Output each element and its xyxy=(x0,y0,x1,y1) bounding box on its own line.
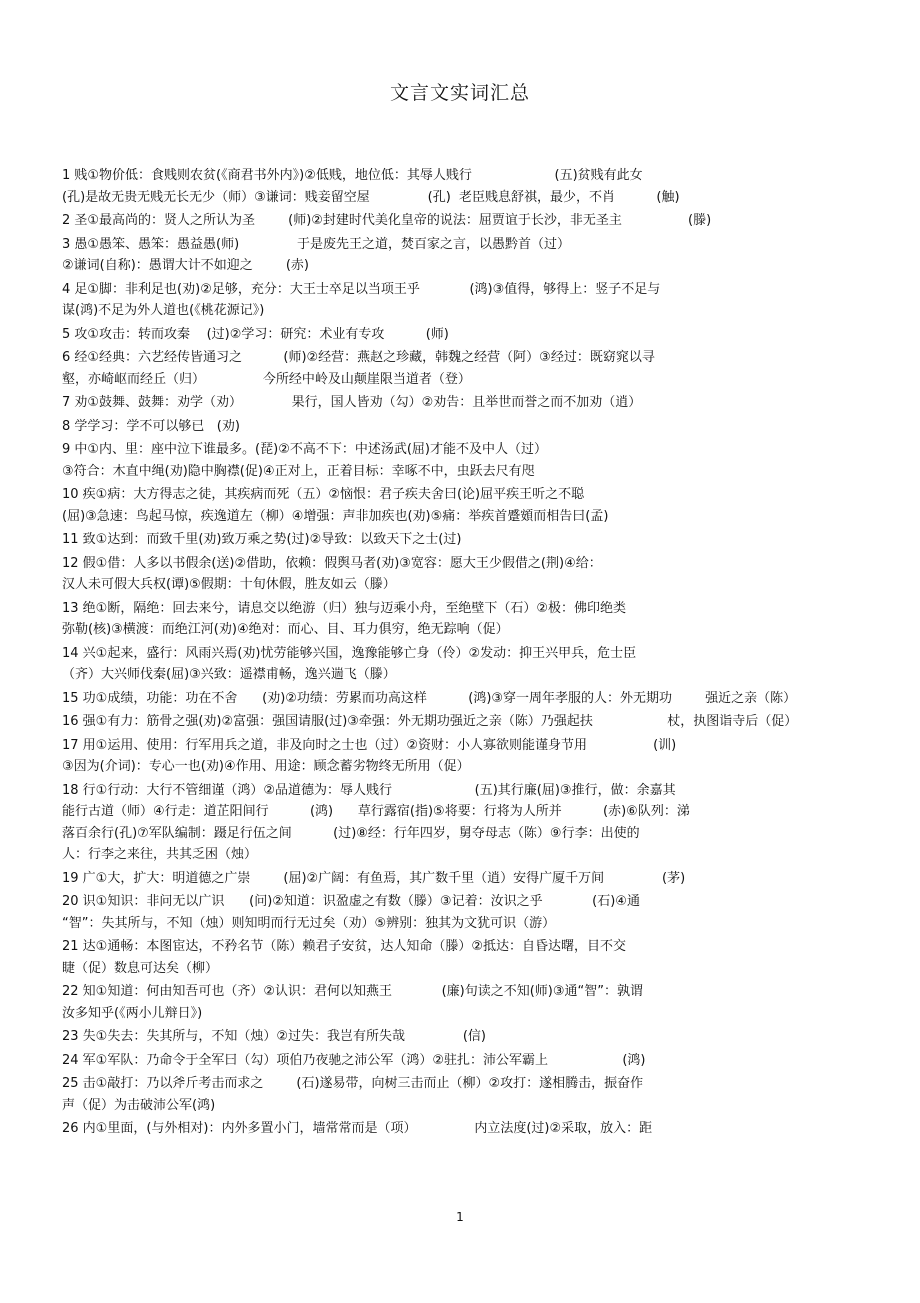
entry-line: 壑，亦崎岖而经丘（归） 今所经中岭及山颠崖限当道者（登） xyxy=(62,371,471,387)
entry-line: 5 攻①攻击：转而攻秦 (过)②学习：研究：术业有专攻 (师) xyxy=(62,326,449,342)
vocab-entry xyxy=(62,347,862,390)
entry-line: “智”：失其所与，不知（烛）则知明而行无过矣（劝）⑤辨别：独其为文犹可识（游） xyxy=(62,915,556,931)
entry-list xyxy=(62,165,862,1140)
entry-line: 19 广①大，扩大：明道德之广崇 (屈)②广阔：有鱼焉，其广数千里（逍）安得广厦千万间 (茅) xyxy=(62,870,686,886)
entry-line: 4 足①脚：非利足也(劝)②足够，充分：大王士卒足以当项王乎 (鸿)③值得，够得上：竖子不足与 xyxy=(62,281,661,297)
vocab-entry xyxy=(62,936,862,979)
vocab-entry xyxy=(62,735,862,778)
entry-line: 24 军①军队：乃命令于全军曰（勾）项伯乃夜驰之沛公军（鸿）②驻扎：沛公军霸上 (鸿) xyxy=(62,1052,646,1068)
entry-line: 11 致①达到：而致千里(劝)致万乘之势(过)②导致：以致天下之士(过) xyxy=(62,532,462,547)
vocab-entry xyxy=(62,780,862,866)
vocab-entry xyxy=(62,643,862,686)
entry-line: 15 功①成绩，功能：功在不舍 (劝)②功绩：劳累而功高这样 (鸿)③穿一周年孝服的人：外无期功 强近之亲（陈） xyxy=(62,690,797,706)
entry-line: 20 识①知识：非问无以广识 (问)②知道：识盈虚之有数（滕）③记着：汝识之乎 (石)④通 xyxy=(62,894,640,909)
vocab-entry xyxy=(62,891,862,934)
vocab-entry xyxy=(62,688,862,710)
vocab-entry xyxy=(62,234,862,277)
entry-line: 6 经①经典：六艺经传皆通习之 (师)②经营：燕赵之珍藏，韩魏之经营（阿）③经过：既窈窕以寻 xyxy=(62,350,655,365)
document-title: 文言文实词汇总 xyxy=(389,82,530,104)
vocab-entry xyxy=(62,392,862,414)
entry-line: 13 绝①断，隔绝：回去来兮，请息交以绝游（归）独与迈乘小舟，至绝壁下（石）②极：佛印绝类 xyxy=(62,600,626,616)
entry-line: 谋(鸿)不足为外人道也(《桃花源记》) xyxy=(62,303,265,318)
vocab-entry xyxy=(62,210,862,232)
entry-line: ②谦词(自称)：愚谓大计不如迎之 (赤) xyxy=(62,258,310,273)
vocab-entry xyxy=(62,279,862,322)
vocab-entry xyxy=(62,484,862,527)
entry-line: 10 疾①病：大方得志之徒，其疾病而死（五）②恼恨：君子疾夫舍曰(论)屈平疾王听之不聪 xyxy=(62,487,585,502)
entry-line: 22 知①知道：何由知吾可也（齐）②认识：君何以知燕王 (廉)句读之不知(师)③通“智”：孰谓 xyxy=(62,984,643,999)
vocab-entry xyxy=(62,165,862,208)
entry-line: 能行古道（师）④行走：道芷阳间行 (鸿) 草行露宿(指)⑤将要：行将为人所并 (赤)⑥队列：涕 xyxy=(62,804,690,819)
entry-line: 18 行①行动：大行不管细谨（鸿）②品道德为：辱人贱行 (五)其行廉(屈)③推行，做：余嘉其 xyxy=(62,782,676,798)
entry-line: 睫（促）数息可达矣（柳） xyxy=(62,960,219,976)
vocab-entry xyxy=(62,1026,862,1048)
vocab-entry xyxy=(62,439,862,482)
entry-line: （齐）大兴师伐秦(屈)③兴致：遥襟甫畅，逸兴遄飞（滕） xyxy=(62,667,396,682)
entry-line: 7 劝①鼓舞、鼓舞：劝学（劝） 果行，国人皆劝（勾）②劝告：且举世而誉之而不加劝（逍） xyxy=(62,395,642,410)
entry-line: 8 学学习：学不可以够已 (劝) xyxy=(62,418,240,434)
vocab-entry xyxy=(62,324,862,346)
entry-line: 25 击①敲打：乃以斧斤考击而求之 (石)遂易带，向树三击而止（柳）②攻打：遂相腾击，振奋作 xyxy=(62,1076,644,1091)
entry-line: 12 假①借：人多以书假余(送)②借助，依赖：假舆马者(劝)③宽容：愿大王少假借之(荆)④给： xyxy=(62,555,602,571)
page-number: 1 xyxy=(456,1210,464,1224)
entry-line: 23 失①失去：失其所与，不知（烛）②过失：我岂有所失哉 (信) xyxy=(62,1029,486,1044)
entry-line: (孔)是故无贵无贱无长无少（师）③谦词：贱妾留空屋 (孔) 老臣贱息舒祺，最少，不肖 (触) xyxy=(62,189,680,205)
vocab-entry xyxy=(62,1073,862,1116)
vocab-entry xyxy=(62,981,862,1024)
entry-line: 3 愚①愚笨、愚笨：愚益愚(师) 于是废先王之道，焚百家之言，以愚黔首（过） xyxy=(62,236,571,252)
vocab-entry xyxy=(62,416,862,438)
entry-line: ③因为(介词)：专心一也(劝)④作用、用途：顾念蓄劣物终无所用（促） xyxy=(62,759,470,774)
entry-line: 汉人未可假大兵权(谭)⑤假期：十旬休假，胜友如云（滕） xyxy=(62,577,396,592)
entry-line: 9 中①内、里：座中泣下谁最多。(琵)②不高不下：中述汤武(屈)才能不及中人（过） xyxy=(62,442,547,457)
entry-line: 14 兴①起来，盛行：风雨兴焉(劝)忧劳能够兴国，逸豫能够亡身（伶）②发动：抑王兴甲兵，危士臣 xyxy=(62,645,637,661)
entry-line: (屈)③急速：鸟起马惊，疾逸道左（柳）④增强：声非加疾也(劝)⑤痛：举疾首蹙頞而相告曰(孟) xyxy=(62,508,609,524)
entry-line: 弥勒(核)③横渡：而绝江河(劝)④绝对：而心、目、耳力俱穷，绝无踪响（促） xyxy=(62,622,509,637)
vocab-entry xyxy=(62,1050,862,1072)
entry-line: 1 贱①物价低：食贱则农贫(《商君书外内》)②低贱，地位低：其辱人贱行 (五)贫贱有此女 xyxy=(62,168,643,183)
vocab-entry xyxy=(62,1118,862,1140)
entry-line: 汝多知乎(《两小儿辩日》) xyxy=(62,1005,203,1021)
entry-line: 2 圣①最高尚的：贤人之所认为圣 (师)②封建时代美化皇帝的说法：屈贾谊于长沙，非无圣主 (滕) xyxy=(62,213,712,228)
entry-line: 21 达①通畅：本图宦达，不矜名节（陈）赖君子安贫，达人知命（滕）②抵达：自昏达曙，目不交 xyxy=(62,939,626,954)
entry-line: ③符合：木直中绳(劝)隐中胸襟(促)④正对上，正着目标：幸啄不中，虫跃去尺有咫 xyxy=(62,463,535,479)
entry-line: 26 内①里面，(与外相对)：内外多置小门，墙常常而是（项） 内立法度(过)②采取，放入：距 xyxy=(62,1121,653,1136)
entry-line: 声（促）为击破沛公军(鸿) xyxy=(62,1097,216,1113)
entry-line: 16 强①有力：筋骨之强(劝)②富强：强国请服(过)③牵强：外无期功强近之亲（陈）乃强起扶 杖，执图诣寺后（促） xyxy=(62,714,798,729)
vocab-entry xyxy=(62,529,862,551)
vocab-entry xyxy=(62,598,862,641)
entry-line: 17 用①运用、使用：行军用兵之道，非及向时之士也（过）②资财：小人寡欲则能谨身节用 (训) xyxy=(62,737,677,753)
entry-line: 人：行李之来往，共其乏困（烛） xyxy=(62,847,258,862)
vocab-entry xyxy=(62,868,862,890)
vocab-entry xyxy=(62,553,862,596)
vocab-entry xyxy=(62,711,862,733)
entry-line: 落百余行(孔)⑦军队编制：蹑足行伍之间 (过)⑧经：行年四岁，舅夺母志（陈）⑨行李：出使的 xyxy=(62,825,640,841)
